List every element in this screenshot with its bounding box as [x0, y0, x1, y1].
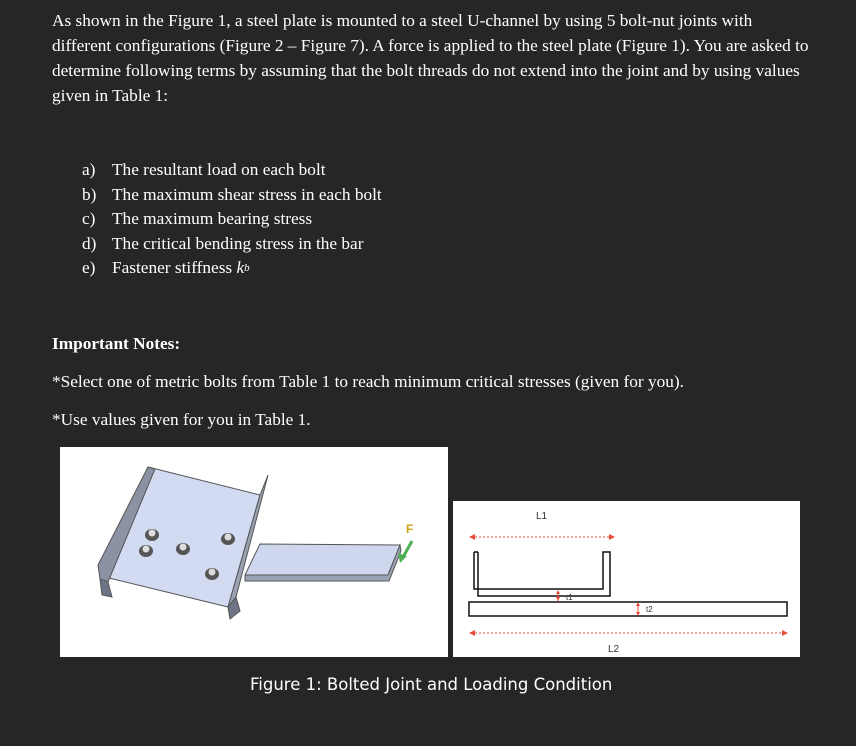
task-text: The maximum bearing stress — [112, 209, 313, 229]
plate-top — [245, 544, 400, 575]
list-item — [82, 256, 382, 281]
plate-profile — [469, 602, 787, 616]
force-label: F — [406, 522, 414, 536]
task-text: The resultant load on each bolt — [112, 160, 326, 179]
list-item — [82, 183, 382, 208]
task-label: c) — [82, 209, 96, 229]
stiffness-symbol: k — [236, 258, 245, 278]
intro-paragraph: As shown in the Figure 1, a steel plate is mounted to a steel U-channel by using 5 bolt-nut joints with different configurations (Figure 2 – Figure 7). A force is applied to the steel plate (Figure 1). You are asked to determine following terms by assuming that the bolt threads do not extend into the joint and by using values given in Table 1: — [52, 11, 809, 105]
assembly-drawing — [60, 447, 448, 657]
list-item — [82, 232, 382, 257]
note-select-bolt: *Select one of metric bolts from Table 1 to reach minimum critical stresses (given for you). — [52, 372, 684, 391]
dim-l1-label: L1 — [536, 511, 548, 522]
task-text: The critical bending stress in the bar — [112, 233, 364, 253]
task-text: Fastener stiffness — [112, 258, 233, 278]
note-use-values: *Use values given for you in Table 1. — [52, 410, 311, 429]
task-text: The maximum shear stress in each bolt — [112, 184, 382, 204]
dim-t2-label: t2 — [646, 605, 653, 614]
bolt-1 — [145, 529, 159, 541]
figure-dimension-sketch — [453, 501, 800, 657]
task-label: a) — [82, 160, 96, 179]
dimension-drawing — [453, 501, 800, 657]
figure-caption: Figure 1: Bolted Joint and Loading Condition — [250, 675, 613, 694]
stiffness-subscript: b — [244, 262, 250, 275]
dim-t1-label: t1 — [566, 593, 573, 602]
bolt-4 — [221, 533, 235, 545]
task-list — [82, 158, 382, 281]
task-label: d) — [82, 233, 97, 253]
channel-profile — [474, 552, 610, 596]
dim-l2-label: L2 — [608, 644, 620, 655]
figure-3d-assembly — [60, 447, 448, 657]
task-label: e) — [82, 258, 96, 278]
list-item — [82, 207, 382, 232]
bolt-3 — [176, 543, 190, 555]
bolt-2 — [139, 545, 153, 557]
bolt-5 — [205, 568, 219, 580]
list-item — [82, 158, 382, 183]
notes-title: Important Notes: — [52, 334, 181, 353]
task-label: b) — [82, 184, 97, 204]
